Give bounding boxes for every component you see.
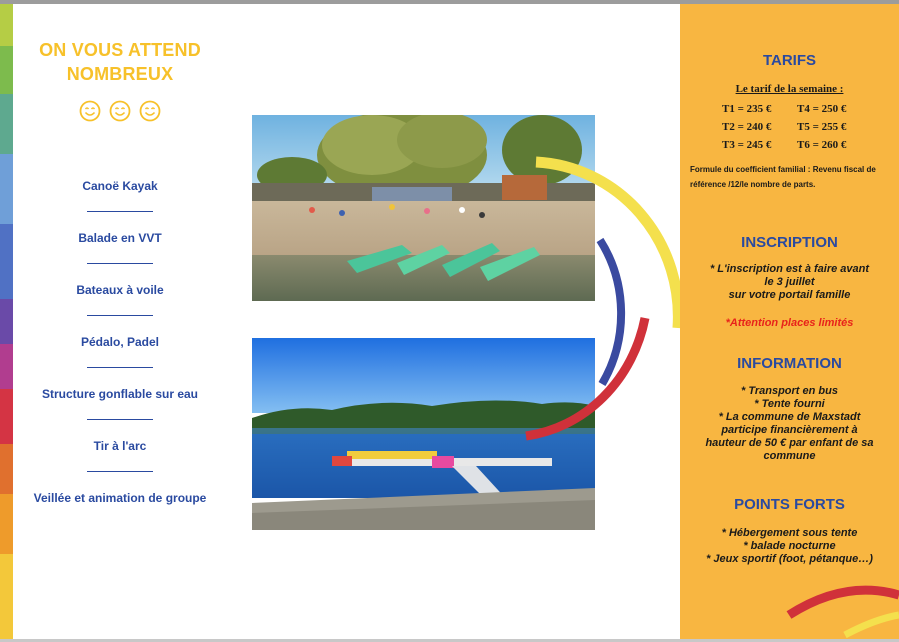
- activity-item: Bateaux à voile: [76, 283, 164, 297]
- tarifs-title: TARIFS: [762, 52, 817, 69]
- divider: [87, 211, 153, 212]
- information-text: [686, 385, 893, 463]
- inscription-line: * L'inscription est à faire avant: [709, 263, 870, 275]
- smiley-icon: [139, 100, 161, 122]
- information-line: hauteur de 50 € par enfant de sa: [705, 437, 874, 449]
- inscription-title: INSCRIPTION: [741, 234, 838, 251]
- tarif-cell: T3 = 245 €: [722, 139, 772, 151]
- divider: [87, 471, 153, 472]
- attention-note: *Attention places limités: [725, 317, 854, 329]
- formula-text: Revenu fiscal de référence /12/le nombre de parts.: [690, 165, 876, 189]
- smiley-row: [20, 100, 220, 126]
- tarif-cell: T5 = 255 €: [797, 121, 847, 133]
- tarif-cell: T6 = 260 €: [797, 139, 847, 151]
- tarif-row: [722, 136, 872, 154]
- activity-list: [20, 178, 220, 506]
- tarif-cell: T1 = 235 €: [722, 103, 772, 115]
- activity-item: Balade en VVT: [78, 231, 162, 245]
- formula-note: [690, 162, 892, 192]
- divider: [87, 263, 153, 264]
- activity-item: Tir à l'arc: [93, 439, 147, 453]
- information-line: * La commune de Maxstadt: [718, 411, 861, 423]
- headline: ON VOUS ATTEND NOMBREUX: [39, 40, 201, 84]
- divider: [87, 419, 153, 420]
- smiley-icon: [79, 100, 101, 122]
- decorative-arcs: [500, 140, 700, 460]
- activity-item: Pédalo, Padel: [80, 335, 160, 349]
- points-forts-line: * balade nocturne: [743, 540, 836, 552]
- inscription-line: sur votre portail famille: [728, 289, 851, 301]
- inscription-text: [686, 263, 893, 302]
- activity-item: Canoë Kayak: [82, 179, 158, 193]
- tarifs-subtitle: Le tarif de la semaine :: [735, 83, 844, 95]
- formula-label: Formule du coefficient familial :: [690, 165, 811, 174]
- information-line: participe financièrement à: [721, 424, 858, 436]
- information-line: * Transport en bus: [741, 385, 838, 397]
- tarif-row: [722, 118, 872, 136]
- activity-item: Structure gonflable sur eau: [41, 387, 199, 401]
- information-title: INFORMATION: [737, 355, 842, 372]
- activity-item: Veillée et animation de groupe: [33, 491, 207, 505]
- points-forts-title: POINTS FORTS: [734, 496, 845, 513]
- information-line: * Tente fourni: [754, 398, 825, 410]
- inscription-line: le 3 juillet: [764, 276, 815, 288]
- tarif-cell: T2 = 240 €: [722, 121, 772, 133]
- smiley-icon: [109, 100, 131, 122]
- points-forts-line: * Jeux sportif (foot, pétanque…): [706, 553, 873, 565]
- left-column: [20, 38, 220, 126]
- information-line: commune: [763, 450, 816, 462]
- left-color-border: [0, 4, 13, 642]
- tarif-cell: T4 = 250 €: [797, 103, 847, 115]
- corner-decorative-arc: [785, 585, 899, 639]
- divider: [87, 315, 153, 316]
- tarifs-table: [722, 100, 872, 154]
- points-forts-text: [686, 527, 893, 566]
- info-sidebar: [680, 4, 899, 639]
- divider: [87, 367, 153, 368]
- tarif-row: [722, 100, 872, 118]
- points-forts-line: * Hébergement sous tente: [721, 527, 858, 539]
